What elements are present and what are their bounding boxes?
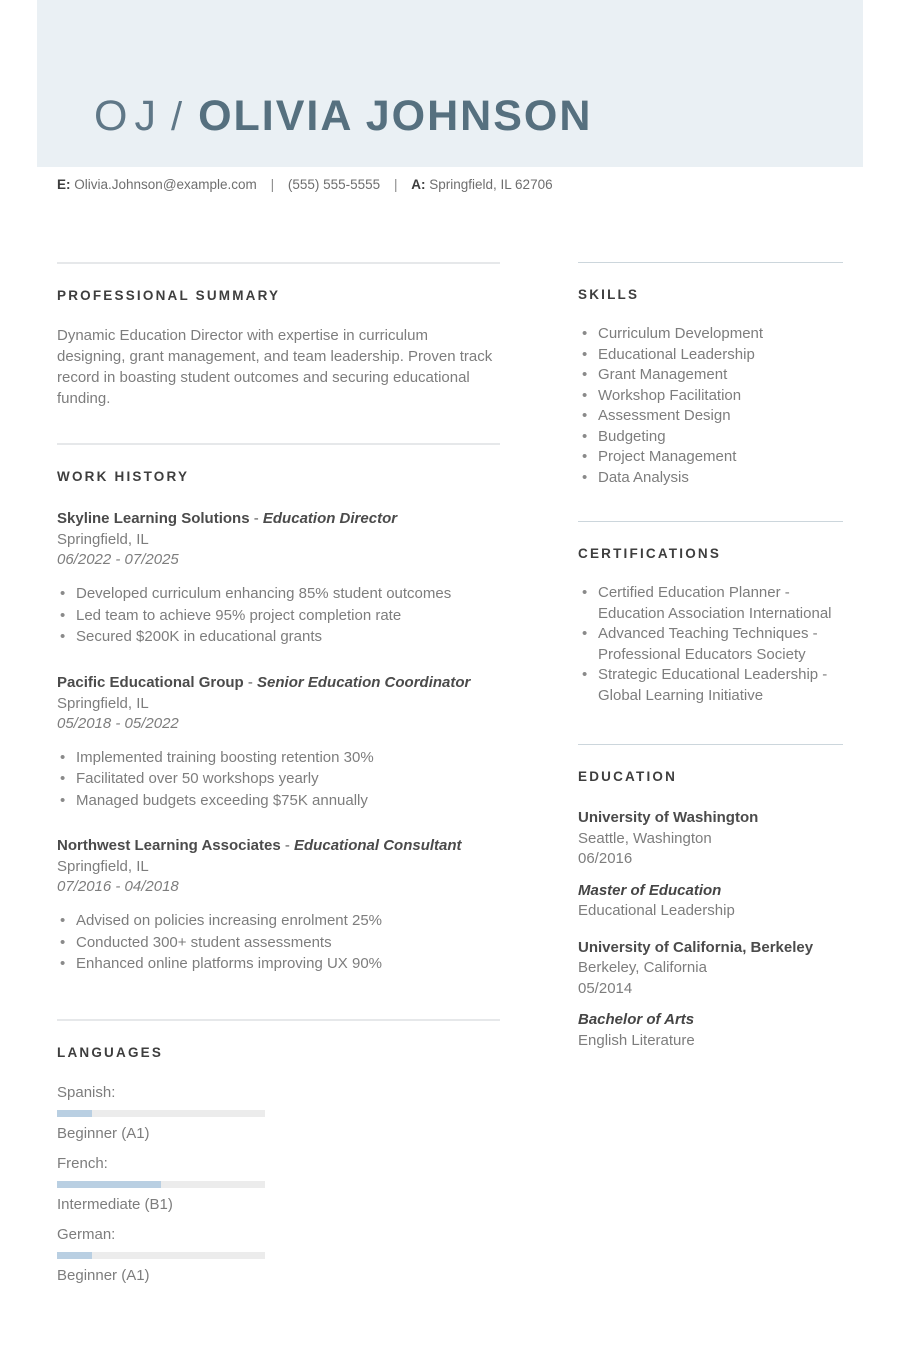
certifications-section-title: CERTIFICATIONS bbox=[578, 546, 722, 561]
section-divider bbox=[578, 262, 843, 263]
language-item bbox=[57, 1155, 265, 1213]
section-divider bbox=[578, 521, 843, 522]
job-bullets bbox=[57, 747, 500, 812]
language-progress-track bbox=[57, 1110, 265, 1117]
job-entry bbox=[57, 674, 500, 812]
skill-item: • Grant Management bbox=[578, 365, 843, 386]
language-level: Intermediate (B1) bbox=[57, 1195, 173, 1213]
job-bullet: • Implemented training boosting retention 30% bbox=[57, 747, 500, 769]
school-date: 05/2014 bbox=[578, 979, 633, 997]
summary-text: Dynamic Education Director with expertise in curriculum designing, grant management, and team leadership. Proven track record in boasting student outcomes and securing educational funding. bbox=[57, 327, 493, 407]
degree-field: Educational Leadership bbox=[578, 902, 735, 919]
language-item bbox=[57, 1226, 265, 1284]
spacer bbox=[578, 706, 843, 744]
job-bullet: • Managed budgets exceeding $75K annually bbox=[57, 790, 500, 812]
name-row bbox=[94, 92, 592, 141]
email-value: Olivia.Johnson@example.com bbox=[74, 177, 257, 192]
language-progress-track bbox=[57, 1181, 265, 1188]
languages-section-title: LANGUAGES bbox=[57, 1044, 164, 1060]
job-role: Education Director bbox=[262, 510, 398, 527]
job-bullet: • Secured $200K in educational grants bbox=[57, 626, 500, 648]
degree-name: Bachelor of Arts bbox=[578, 1011, 695, 1028]
skill-item: • Curriculum Development bbox=[578, 324, 843, 345]
school-name: University of California, Berkeley bbox=[578, 938, 814, 956]
language-level: Beginner (A1) bbox=[57, 1124, 150, 1142]
content-columns bbox=[57, 262, 843, 1297]
job-bullet: • Enhanced online platforms improving UX 90% bbox=[57, 953, 500, 975]
school-date: 06/2016 bbox=[578, 850, 633, 867]
job-bullet: • Facilitated over 50 workshops yearly bbox=[57, 768, 500, 790]
job-dash: - bbox=[253, 510, 259, 527]
school-location: Seattle, Washington bbox=[578, 829, 712, 847]
job-bullet: • Led team to achieve 95% project completion rate bbox=[57, 605, 500, 627]
languages-grid bbox=[57, 1084, 500, 1297]
language-progress-track bbox=[57, 1252, 265, 1259]
contact-separator: | bbox=[270, 177, 275, 192]
language-level: Beginner (A1) bbox=[57, 1266, 150, 1284]
job-bullet: • Conducted 300+ student assessments bbox=[57, 932, 500, 954]
header-band bbox=[37, 0, 863, 167]
school-name: University of Washington bbox=[578, 809, 759, 826]
degree-field: English Literature bbox=[578, 1031, 695, 1049]
section-divider bbox=[578, 744, 843, 745]
language-label: French: bbox=[57, 1154, 108, 1172]
skill-item: • Data Analysis bbox=[578, 468, 843, 489]
job-company: Northwest Learning Associates bbox=[57, 837, 281, 854]
certification-issuer: Global Learning Initiative bbox=[598, 686, 764, 704]
language-progress-fill bbox=[57, 1252, 92, 1259]
job-role: Educational Consultant bbox=[294, 837, 462, 854]
job-title-line bbox=[57, 837, 500, 854]
job-bullets bbox=[57, 910, 500, 975]
certification-name: Advanced Teaching Techniques - bbox=[598, 625, 818, 642]
job-dash: - bbox=[284, 837, 290, 854]
certification-item bbox=[578, 665, 843, 706]
certification-item bbox=[578, 624, 843, 665]
spacer bbox=[578, 488, 843, 521]
section-divider bbox=[57, 443, 500, 445]
job-dates: 05/2018 - 05/2022 bbox=[57, 714, 179, 732]
work-section-title: WORK HISTORY bbox=[57, 469, 190, 484]
skill-item: • Educational Leadership bbox=[578, 345, 843, 366]
skill-item: • Budgeting bbox=[578, 427, 843, 448]
language-item bbox=[57, 1084, 265, 1142]
job-dash: - bbox=[247, 673, 253, 691]
phone-value: (555) 555-5555 bbox=[287, 177, 381, 192]
certification-issuer: Education Association International bbox=[598, 604, 832, 622]
email-label: E: bbox=[57, 177, 71, 192]
section-divider bbox=[57, 262, 500, 264]
skill-item: • Workshop Facilitation bbox=[578, 386, 843, 407]
job-entry bbox=[57, 837, 500, 975]
school-location: Berkeley, California bbox=[578, 959, 707, 976]
degree-name: Master of Education bbox=[578, 881, 722, 899]
address-value: Springfield, IL 62706 bbox=[429, 177, 553, 192]
language-progress-fill bbox=[57, 1110, 92, 1117]
job-bullet: • Developed curriculum enhancing 85% student outcomes bbox=[57, 583, 500, 605]
job-location: Springfield, IL bbox=[57, 694, 149, 712]
right-column bbox=[578, 262, 843, 1297]
job-entry bbox=[57, 510, 500, 648]
job-title-line bbox=[57, 674, 500, 691]
job-location: Springfield, IL bbox=[57, 531, 149, 548]
job-bullet: • Advised on policies increasing enrolment 25% bbox=[57, 910, 500, 932]
certification-name: Strategic Educational Leadership - bbox=[598, 666, 828, 683]
job-company: Pacific Educational Group bbox=[57, 673, 244, 691]
job-role: Senior Education Coordinator bbox=[257, 673, 471, 691]
full-name: OLIVIA JOHNSON bbox=[198, 92, 593, 140]
degree-block bbox=[578, 881, 843, 922]
job-dates: 06/2022 - 07/2025 bbox=[57, 551, 179, 568]
monogram-initials: OJ bbox=[94, 92, 163, 140]
education-entry bbox=[578, 808, 843, 922]
language-progress-fill bbox=[57, 1181, 161, 1188]
job-dates: 07/2016 - 04/2018 bbox=[57, 878, 179, 895]
contact-separator: | bbox=[393, 177, 398, 192]
name-slash-divider: / bbox=[170, 95, 183, 139]
job-company: Skyline Learning Solutions bbox=[57, 510, 250, 527]
address-label: A: bbox=[411, 177, 426, 192]
certification-name: Certified Education Planner - bbox=[598, 584, 790, 601]
contact-line bbox=[57, 177, 553, 192]
section-divider bbox=[57, 1019, 500, 1021]
education-entry bbox=[578, 938, 843, 1052]
skills-section-title: SKILLS bbox=[578, 287, 640, 302]
job-title-line bbox=[57, 510, 500, 527]
job-location: Springfield, IL bbox=[57, 858, 149, 875]
certification-item bbox=[578, 583, 843, 624]
skills-list bbox=[578, 324, 843, 488]
certification-issuer: Professional Educators Society bbox=[598, 645, 806, 663]
education-section-title: EDUCATION bbox=[578, 769, 678, 784]
degree-block bbox=[578, 1010, 843, 1051]
skill-item: • Assessment Design bbox=[578, 406, 843, 427]
summary-section-title: PROFESSIONAL SUMMARY bbox=[57, 288, 281, 303]
certifications-list bbox=[578, 583, 843, 706]
left-column bbox=[57, 262, 500, 1297]
job-bullets bbox=[57, 583, 500, 648]
language-label: Spanish: bbox=[57, 1083, 116, 1101]
language-label: German: bbox=[57, 1225, 116, 1243]
skill-item: • Project Management bbox=[578, 447, 843, 468]
